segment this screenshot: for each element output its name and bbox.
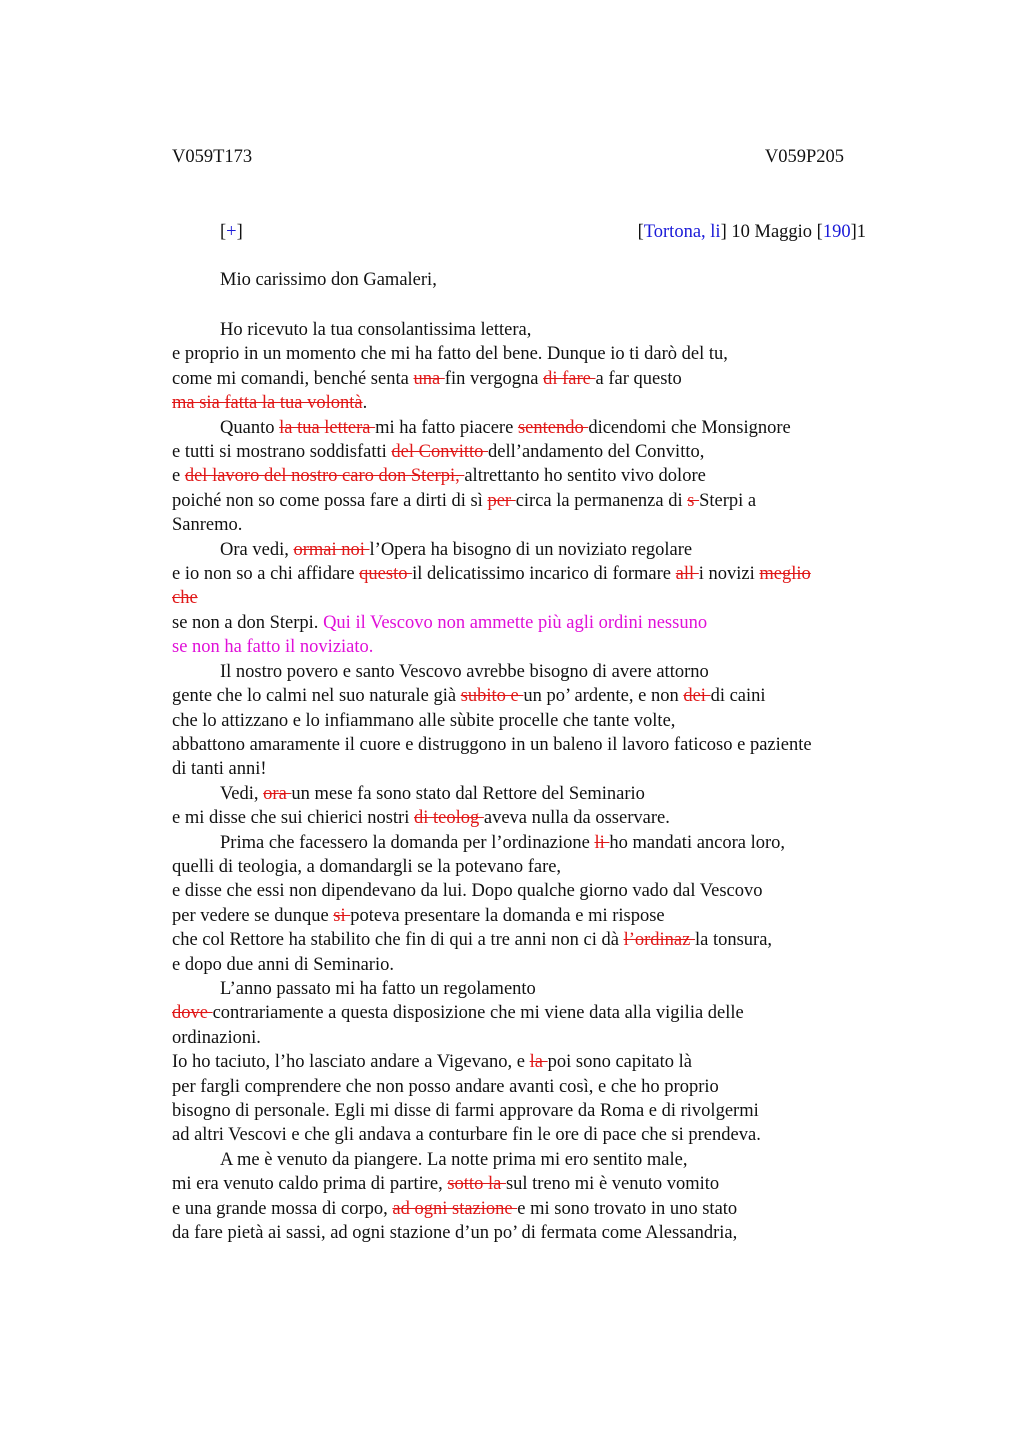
deleted-text: l’ordinaz — [623, 930, 695, 951]
text-line — [172, 928, 892, 952]
deleted-text: la tua lettera — [279, 417, 376, 438]
text-segment: la tonsura, — [694, 930, 773, 951]
text-segment: a far questo — [595, 368, 682, 389]
text-segment: quelli di teologia, a domandargli se la potevano fare, — [172, 856, 562, 877]
text-segment: poi sono capitato là — [547, 1052, 692, 1073]
text-line — [172, 733, 892, 757]
text-segment: che lo attizzano e lo infiammano alle sùbite procelle che tante volte, — [172, 710, 676, 731]
text-line — [172, 1075, 892, 1099]
deleted-text: ma sia fatta la tua volontà — [172, 393, 363, 414]
deleted-text: s — [687, 490, 700, 511]
deleted-text: subito e — [460, 686, 524, 707]
text-segment: A me è venuto da piangere. La notte prima mi ero sentito male, — [220, 1149, 688, 1170]
deleted-text: ormai noi — [293, 539, 370, 560]
text-segment: e tutti si mostrano soddisfatti — [172, 442, 392, 463]
editorial-note: 190 — [822, 222, 851, 242]
text-line — [172, 1221, 892, 1245]
deleted-text: dove — [172, 1003, 213, 1024]
deleted-text: ad ogni stazione — [392, 1198, 518, 1219]
text-segment: gente che lo calmi nel suo naturale già — [172, 686, 461, 707]
text-line — [172, 342, 892, 366]
text-segment: dicendomi che Monsignore — [588, 417, 791, 438]
text-segment: Vedi, — [220, 783, 264, 804]
text-segment: ] 10 Maggio [ — [720, 222, 823, 242]
text-line — [172, 1197, 892, 1221]
deleted-text: sotto la — [447, 1174, 506, 1195]
deleted-text: del lavoro del nostro caro don Sterpi, — [184, 466, 465, 487]
text-segment: [ — [220, 222, 227, 242]
dateline-left — [220, 222, 243, 242]
deleted-text: di fare — [543, 368, 596, 389]
text-segment: Il nostro povero e santo Vescovo avrebbe bisogno di avere attorno — [220, 661, 709, 682]
text-segment: se non a don Sterpi. — [172, 612, 324, 633]
text-segment: bisogno di personale. Egli mi disse di farmi approvare da Roma e di rivolgermi — [172, 1101, 759, 1121]
text-segment: un po’ ardente, e non — [523, 686, 684, 707]
text-line — [172, 782, 892, 806]
text-segment: contrariamente a questa disposizione che mi viene data alla vigilia delle — [212, 1003, 744, 1024]
text-segment: per vedere se dunque — [172, 905, 334, 926]
text-line — [172, 562, 892, 586]
text-segment: di caini — [710, 686, 766, 707]
text-line — [172, 538, 892, 562]
text-segment: altrettanto ho sentito vivo dolore — [464, 466, 706, 487]
text-line — [172, 831, 892, 855]
text-segment: poiché non so come possa fare a dirti di sì — [172, 490, 488, 511]
text-line — [172, 660, 892, 684]
text-segment: e io non so a chi affidare — [172, 564, 360, 585]
text-segment: L’anno passato mi ha fatto un regolamento — [220, 978, 536, 999]
text-line — [172, 440, 892, 464]
text-segment: ad altri Vescovi e che gli andava a conturbare fin le ore di pace che si prendeva. — [172, 1125, 761, 1146]
deleted-text: sentendo — [517, 417, 589, 438]
text-segment: ordinazioni. — [172, 1027, 261, 1048]
text-segment: il delicatissimo incarico di formare — [412, 564, 676, 585]
text-segment: Ora vedi, — [220, 539, 294, 560]
deleted-text: del Convitto — [391, 442, 489, 463]
text-segment: e mi disse che sui chierici nostri — [172, 808, 414, 829]
text-segment: e proprio in un momento che mi ha fatto del bene. Dunque io ti darò del tu, — [172, 344, 728, 365]
text-segment: come mi comandi, benché senta — [172, 368, 414, 389]
text-segment: e mi sono trovato in uno stato — [517, 1198, 738, 1219]
text-line — [172, 684, 892, 708]
text-segment: fin vergogna — [444, 368, 544, 389]
text-segment: Ho ricevuto la tua consolantissima lettera, — [220, 320, 532, 340]
deleted-text: all — [675, 564, 699, 585]
document-id-right: V059P205 — [764, 147, 844, 167]
text-segment: ]1 — [850, 222, 866, 242]
deleted-text: ora — [263, 783, 292, 804]
text-segment: l’Opera ha bisogno di un noviziato regolare — [369, 539, 693, 560]
text-segment: di tanti anni! — [172, 759, 267, 780]
deleted-text: meglio — [759, 564, 811, 585]
text-segment: ho mandati ancora loro, — [609, 832, 786, 853]
deleted-text: di teolog — [413, 808, 484, 829]
text-line — [172, 464, 892, 488]
text-line — [172, 879, 892, 903]
deleted-text: questo — [359, 564, 413, 585]
text-segment: per fargli comprendere che non posso andare avanti così, e che ho proprio — [172, 1076, 719, 1097]
text-line — [172, 391, 892, 415]
text-segment: aveva nulla da osservare. — [483, 808, 670, 829]
text-segment: e dopo due anni di Seminario. — [172, 954, 394, 975]
deleted-text: per — [487, 490, 516, 511]
text-line — [172, 1123, 892, 1147]
text-segment: ] — [236, 222, 243, 242]
text-line — [172, 1148, 892, 1172]
text-line — [172, 367, 892, 391]
text-segment: Sterpi a — [699, 490, 757, 511]
dateline-right — [638, 222, 866, 243]
text-segment: un mese fa sono stato dal Rettore del Seminario — [291, 783, 645, 804]
text-line — [172, 318, 892, 342]
salutation: Mio carissimo don Gamaleri, — [220, 270, 437, 290]
text-line — [172, 757, 892, 781]
text-segment: Prima che facessero la domanda per l’ordinazione — [220, 832, 595, 853]
text-line — [172, 586, 892, 610]
editorial-note: Tortona, li — [643, 222, 721, 242]
text-segment: abbattono amaramente il cuore e distruggono in un baleno il lavoro faticoso e paziente — [172, 734, 812, 755]
deleted-text: dei — [683, 686, 711, 707]
text-segment: da fare pietà ai sassi, ad ogni stazione d’un po’ di fermata come Alessandria, — [172, 1223, 738, 1244]
inserted-text: Qui il Vescovo non ammette più agli ordini nessuno — [323, 612, 708, 633]
text-segment: dell’andamento del Convitto, — [488, 442, 705, 463]
text-segment: poteva presentare la domanda e mi rispose — [350, 905, 665, 926]
text-line — [172, 904, 892, 928]
deleted-text: che — [172, 588, 198, 609]
text-segment: mi ha fatto piacere — [375, 417, 518, 438]
deleted-text: li — [594, 832, 610, 853]
text-segment: e — [172, 466, 185, 487]
document-id-left: V059T173 — [172, 147, 253, 167]
editorial-note: + — [226, 222, 237, 242]
text-segment: Io ho taciuto, l’ho lasciato andare a Vigevano, e — [172, 1052, 530, 1073]
text-segment: i novizi — [698, 564, 760, 585]
text-segment: che col Rettore ha stabilito che fin di qui a tre anni non ci dà — [172, 930, 624, 951]
text-line — [172, 611, 892, 635]
text-segment: circa la permanenza di — [515, 490, 688, 511]
text-line — [172, 709, 892, 733]
text-line — [172, 489, 892, 513]
deleted-text: la — [529, 1052, 548, 1073]
dateline — [220, 222, 866, 243]
text-line — [172, 1001, 892, 1025]
text-line — [172, 416, 892, 440]
text-segment: mi era venuto caldo prima di partire, — [172, 1174, 448, 1195]
text-line — [172, 1050, 892, 1074]
inserted-text: se non ha fatto il noviziato. — [172, 637, 374, 658]
text-segment: sul treno mi è venuto vomito — [505, 1174, 720, 1195]
deleted-text: si — [333, 905, 351, 926]
deleted-text: una — [413, 368, 445, 389]
text-segment: e una grande mossa di corpo, — [172, 1198, 393, 1219]
text-segment: [ — [637, 222, 644, 242]
text-line — [172, 1172, 892, 1196]
text-segment: Sanremo. — [172, 515, 243, 536]
text-segment: Quanto — [220, 417, 280, 438]
text-line — [172, 513, 892, 537]
text-line — [172, 977, 892, 1001]
letter-body — [172, 318, 892, 1245]
text-line — [172, 806, 892, 830]
text-line — [172, 635, 892, 659]
text-segment: e disse che essi non dipendevano da lui. Dopo qualche giorno vado dal Vescovo — [172, 881, 763, 902]
text-line — [172, 1026, 892, 1050]
text-line — [172, 953, 892, 977]
text-line — [172, 855, 892, 879]
text-segment: . — [362, 393, 368, 414]
text-line — [172, 1099, 892, 1123]
